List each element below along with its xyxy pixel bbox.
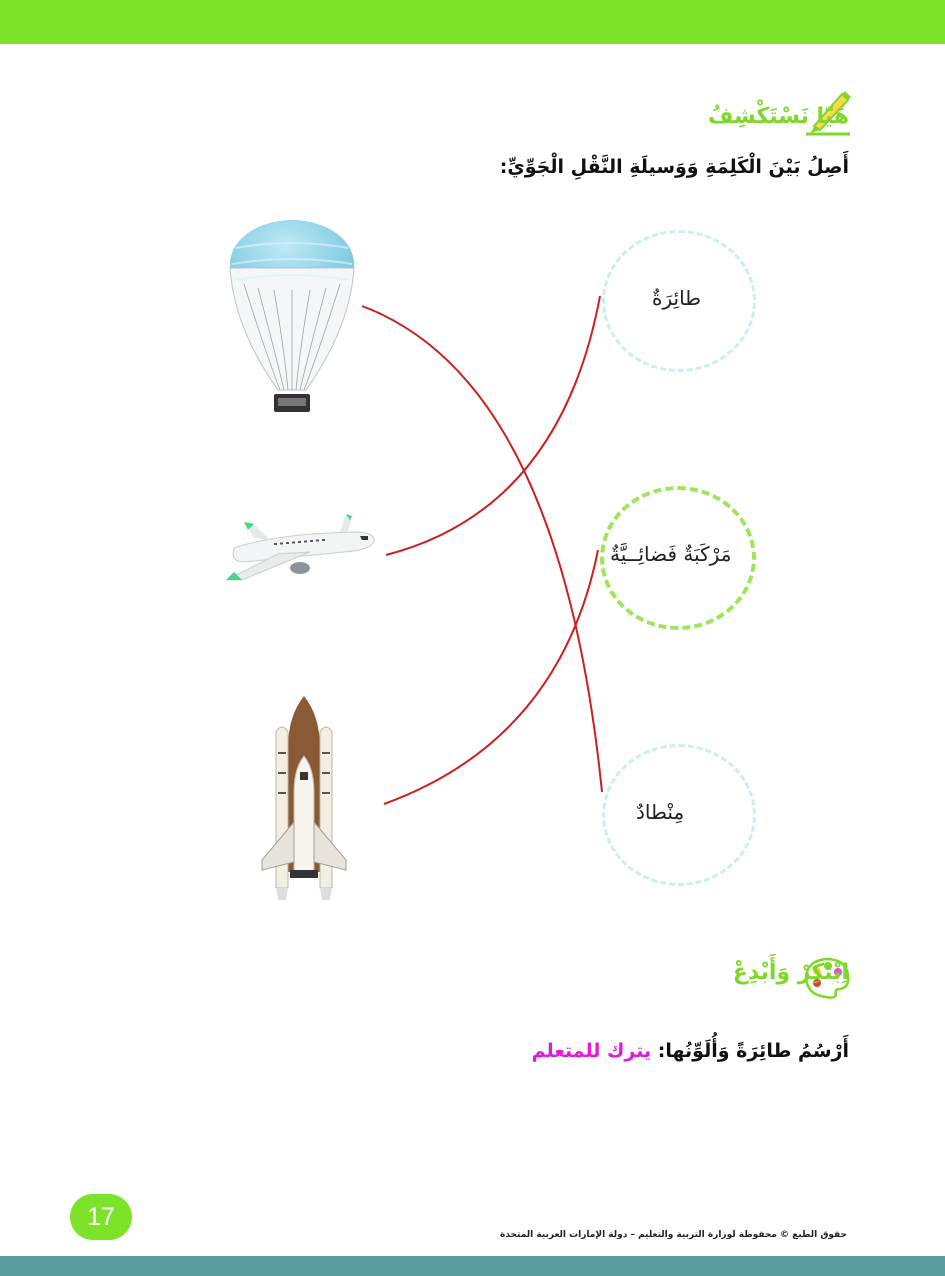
word-spacecraft: مَرْكَبَةٌ فَضائِــيَّةٌ (610, 542, 732, 566)
match-line-balloon (362, 306, 602, 792)
airplane-image (214, 510, 384, 590)
drawing-task-answer: يترك للمتعلم (531, 1040, 652, 1062)
space-shuttle-image (254, 692, 354, 904)
word-balloon: مِنْطادٌ (636, 800, 685, 824)
section-title-explore: هَيّا نَسْتَكْشِفُ (707, 104, 849, 129)
matching-instruction: أَصِلُ بَيْنَ الْكَلِمَةِ وَوَسيلَةِ النَّقْلِ الْجَوِّيِّ: (499, 156, 849, 178)
match-line-airplane (386, 296, 600, 555)
section-title-create: اِبْتَكِرْ وَأَبْدِعْ (732, 960, 849, 985)
page-number: 17 (70, 1194, 132, 1240)
word-airplane: طائِرَةٌ (652, 286, 702, 310)
drawing-task (532, 1040, 849, 1062)
bottom-bar (0, 1256, 945, 1276)
hot-air-balloon-image (224, 218, 360, 418)
match-line-shuttle (384, 550, 598, 804)
drawing-task-prompt: أَرْسُمُ طائِرَةً وَأُلَوِّنُها: (657, 1040, 849, 1062)
copyright-notice: حقوق الطبع © محفوظة لوزارة التربية والتعليم – دولة الإمارات العربية المتحدة (500, 1230, 847, 1240)
top-bar (0, 0, 945, 44)
